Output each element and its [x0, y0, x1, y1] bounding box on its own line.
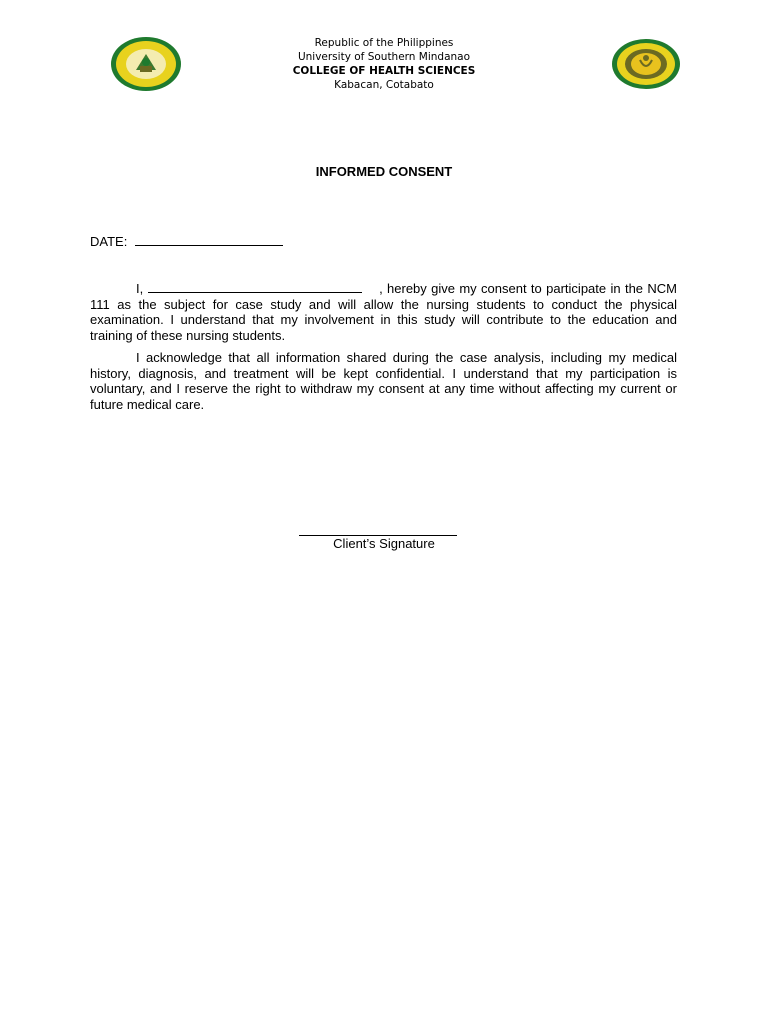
document-title: INFORMED CONSENT: [315, 164, 453, 179]
signature-label: Client’s Signature: [333, 536, 435, 551]
consent-body: [90, 281, 677, 419]
date-line: [90, 234, 283, 249]
header-republic: Republic of the Philippines: [314, 37, 454, 49]
consent-p1-rest: , hereby give my consent to participate in the NCM 111 as the subject for case study and will allow the nursing students to conduct the physical examination. I understand that my involvement in this study will contribute to the education and training of these nursing students.: [90, 281, 677, 343]
college-seal-icon: [611, 38, 681, 90]
consent-p1-start: I,: [136, 281, 144, 296]
consent-paragraph-2: I acknowledge that all information shared during the case analysis, including my medical history, diagnosis, and treatment will be kept confidential. I understand that my participation is voluntary, and I reserve the right to withdraw my consent at any time without affecting my current or future medical care.: [90, 350, 677, 412]
header-location: Kabacan, Cotabato: [334, 79, 434, 91]
date-label: DATE:: [90, 234, 128, 249]
university-seal-icon: [110, 36, 182, 92]
header-university: University of Southern Mindanao: [297, 51, 471, 63]
consent-paragraph-1: [90, 281, 677, 343]
name-blank-field[interactable]: [148, 282, 362, 293]
date-blank-field[interactable]: [135, 235, 283, 246]
document-header: [234, 36, 534, 92]
header-college: COLLEGE OF HEALTH SCIENCES: [292, 65, 476, 77]
